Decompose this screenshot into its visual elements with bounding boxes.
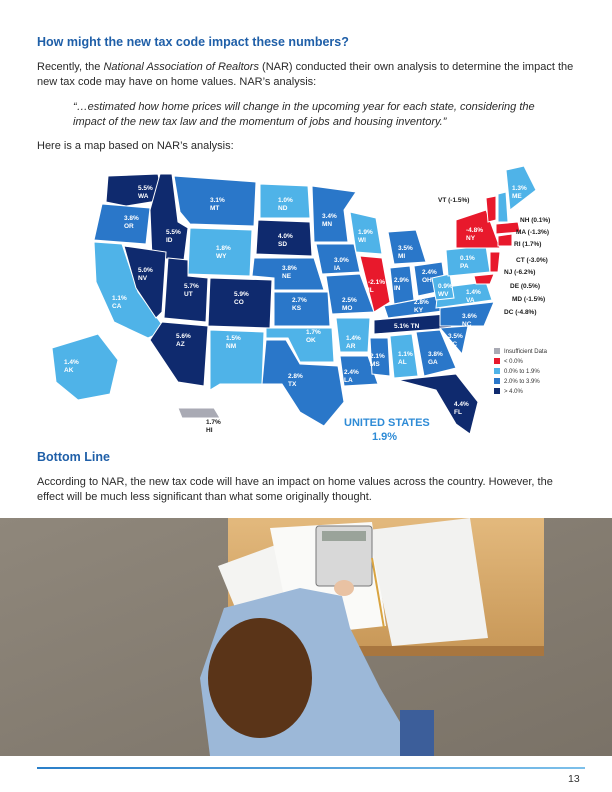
label-TX: 2.8% TX — [288, 373, 303, 388]
label-SD: 4.0% SD — [278, 233, 293, 248]
label-KY: 2.8% KY — [414, 299, 429, 314]
label-SC: 3.5% SC — [448, 333, 463, 348]
label-WA: 5.5% WA — [138, 185, 153, 200]
us-total-value: 1.9% — [372, 431, 398, 443]
nar-quote: “…estimated how home prices will change in the upcoming year for each state, considering the impact of the new tax law and the momentum of jobs and housing inventory.” — [73, 101, 535, 128]
person-hair — [208, 618, 312, 738]
callout-VT: VT (-1.5%) — [438, 197, 470, 204]
person-using-calculator-photo — [0, 518, 612, 756]
state-AK — [52, 334, 118, 400]
callout-NJ: NJ (-6.2%) — [504, 269, 536, 276]
callout-HI: 1.7% HI — [206, 419, 221, 434]
label-KS: 2.7% KS — [292, 297, 307, 312]
label-IL: -2.1% IL — [368, 279, 385, 294]
state-AZ — [150, 322, 208, 386]
label-LA: 2.4% LA — [344, 369, 359, 384]
label-WY: 1.8% WY — [216, 245, 231, 260]
label-MN: 3.4% MN — [322, 213, 337, 228]
state-NH — [498, 192, 508, 222]
map-intro-text: Here is a map based on NAR’s analysis: — [37, 140, 234, 152]
nar-name-italic: National Association of Realtors — [103, 61, 259, 73]
legend-label-mid: 2.0% to 3.9% — [504, 379, 540, 385]
legend-label-insufficient: Insufficient Data — [504, 349, 547, 355]
label-ND: 1.0% ND — [278, 197, 293, 212]
person-hand — [334, 580, 354, 596]
label-ME: 1.3% ME — [512, 185, 527, 200]
legend-swatch-negative — [494, 358, 500, 364]
legend-swatch-mid — [494, 378, 500, 384]
calculator-display — [322, 531, 366, 541]
state-OR — [94, 204, 150, 244]
callout-CT: CT (-3.0%) — [516, 257, 548, 264]
legend-swatch-high — [494, 388, 500, 394]
label-CA: 1.1% CA — [112, 295, 127, 310]
label-AL: 1.1% AL — [398, 351, 413, 366]
person-jeans — [400, 710, 434, 756]
callout-MD: MD (-1.5%) — [512, 296, 546, 303]
legend-label-negative: < 0.0% — [504, 359, 523, 365]
label-WI: 1.9% WI — [358, 229, 373, 244]
callout-DE: DE (0.5%) — [510, 283, 540, 290]
map-legend — [494, 348, 548, 395]
label-CO: 5.9% CO — [234, 291, 249, 306]
state-MD — [474, 274, 494, 284]
callout-RI: RI (1.7%) — [514, 241, 542, 248]
label-IN: 2.9% IN — [394, 277, 409, 292]
label-ID: 5.5% ID — [166, 229, 181, 244]
label-NV: 5.0% NV — [138, 267, 153, 282]
intro-paragraph — [37, 60, 577, 90]
state-HI — [178, 408, 220, 418]
legend-swatch-insufficient — [494, 348, 500, 354]
intro-text-before: Recently, the — [37, 61, 104, 73]
label-PA: 0.1% PA — [460, 255, 475, 270]
map-svg — [38, 162, 578, 444]
label-OK: 1.7% OK — [306, 329, 321, 344]
label-VA: 1.4% VA — [466, 289, 481, 304]
us-total-title: UNITED STATES — [344, 417, 430, 429]
callout-MA: MA (-1.3%) — [516, 229, 549, 236]
label-OH: 2.4% OH — [422, 269, 437, 284]
callout-NH: NH (0.1%) — [520, 217, 551, 224]
label-OR: 3.8% OR — [124, 215, 139, 230]
label-NE: 3.8% NE — [282, 265, 297, 280]
label-AK: 1.4% AK — [64, 359, 79, 374]
state-VT — [486, 196, 496, 222]
legend-label-low: 0.0% to 1.9% — [504, 369, 540, 375]
label-TN: 5.1% TN — [394, 323, 420, 330]
section-heading: How might the new tax code impact these numbers? — [37, 35, 349, 49]
label-GA: 3.8% GA — [428, 351, 443, 366]
label-AZ: 5.6% AZ — [176, 333, 191, 348]
label-UT: 5.7% UT — [184, 283, 199, 298]
photo-svg — [0, 518, 612, 756]
us-price-forecast-map — [38, 162, 578, 444]
label-NY: -4.8% NY — [466, 227, 483, 242]
bottom-line-heading: Bottom Line — [37, 450, 110, 464]
label-WV: 0.9% WV — [438, 283, 453, 298]
page-number: 13 — [568, 773, 580, 785]
label-NM: 1.5% NM — [226, 335, 241, 350]
label-FL: 4.4% FL — [454, 401, 469, 416]
label-MT: 3.1% MT — [210, 197, 225, 212]
label-MI: 3.5% MI — [398, 245, 413, 260]
bottom-line-text: According to NAR, the new tax code will have an impact on home values across the country. However, the effect will be much less significant than what some originally thought. — [37, 476, 553, 503]
label-IA: 3.0% IA — [334, 257, 349, 272]
state-NJ — [490, 252, 500, 272]
legend-swatch-low — [494, 368, 500, 374]
label-AR: 1.4% AR — [346, 335, 361, 350]
legend-label-high: > 4.0% — [504, 389, 523, 395]
label-NC: 3.6% NC — [462, 313, 477, 328]
state-WY — [188, 228, 252, 276]
label-MS: 2.1% MS — [370, 353, 385, 368]
footer-divider — [37, 767, 585, 769]
label-MO: 2.5% MO — [342, 297, 357, 312]
callout-DC: DC (-4.8%) — [504, 309, 537, 316]
intro-text-after: (NAR) conducted their own analysis to determine the impact the new tax code may have on home values. NAR’s analysis: — [37, 61, 574, 88]
state-CT — [498, 234, 512, 246]
